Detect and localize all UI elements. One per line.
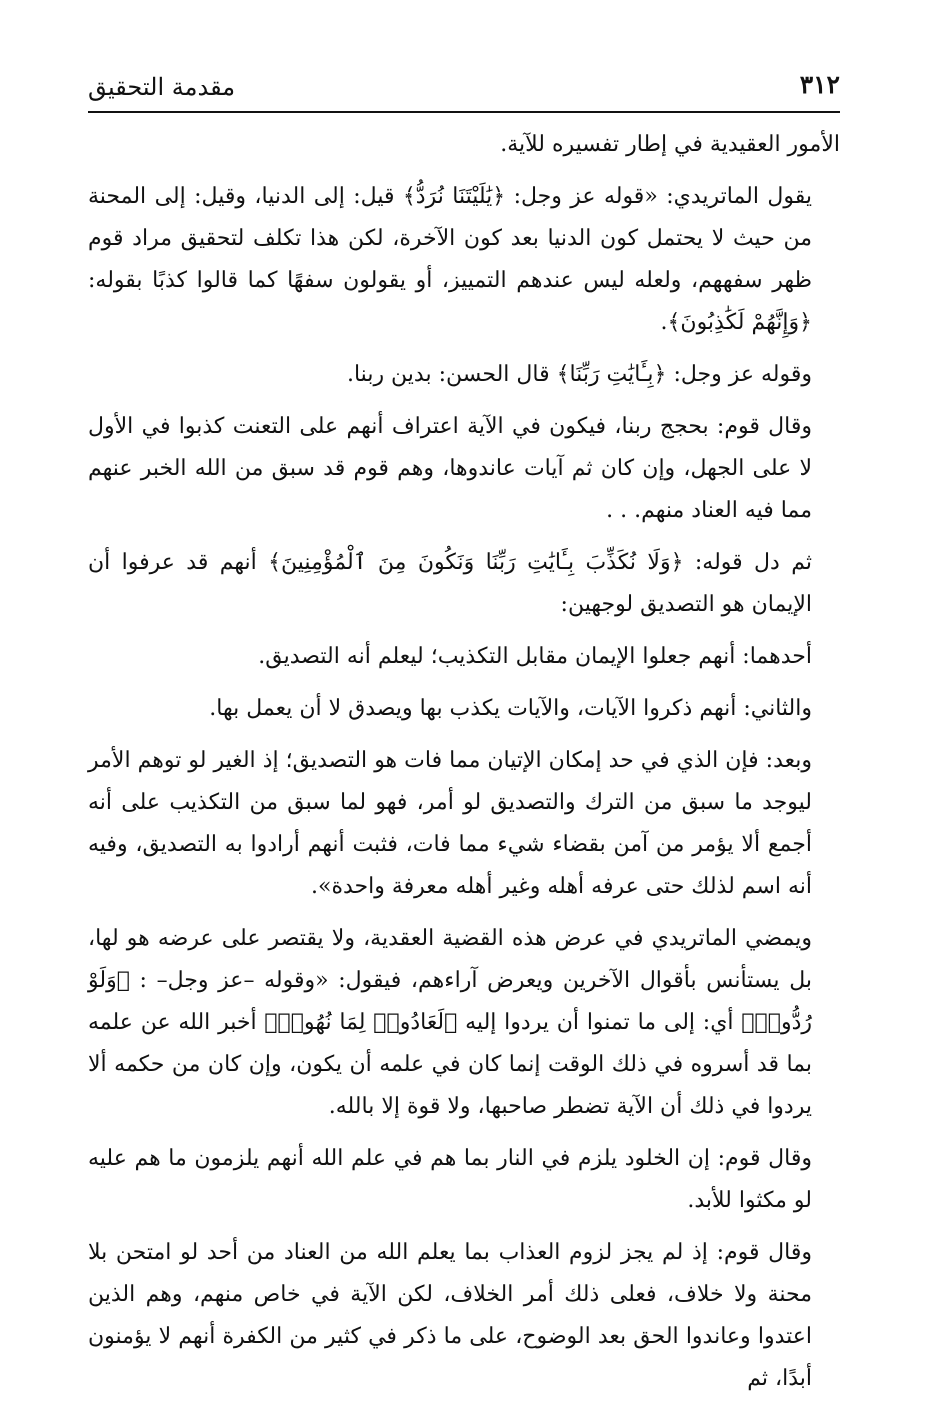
- running-title: مقدمة التحقيق: [88, 73, 236, 101]
- document-page: [88, 0, 840, 1391]
- page-body: [88, 124, 840, 1410]
- paragraph: يقول الماتريدي: «قوله عز وجل: ﴿يَٰلَيْتَنَا نُرَدُّ﴾ قيل: إلى الدنيا، وقيل: إلى المحنة من حيث لا يحتمل كون الدنيا بعد كون الآخرة، لكن هذا تكلف لتحقيق مراد قوم ظهر سفههم، ولعله ليس عندهم التمييز، أو يقولون سفهًا كما قالوا كذبًا بقوله: ﴿وَإِنَّهُمْ لَكَٰذِبُونَ﴾.: [88, 184, 812, 335]
- paragraph: والثاني: أنهم ذكروا الآيات، والآيات يكذب بها ويصدق لا أن يعمل بها.: [209, 696, 812, 721]
- header-rule: [88, 111, 840, 113]
- paragraph: وقال قوم: إذ لم يجز لزوم العذاب بما يعلم الله من العناد من أحد لو امتحن بلا محنة ولا خلاف، فعلى ذلك أمر الخلاف، لكن الآية في خاص منهم، وهم الذين اعتدوا وعاندوا الحق بعد الوضوح، على ما ذكر في كثير من الكفرة أنهم لا يؤمنون أبدًا، ثم: [88, 1240, 812, 1391]
- page-number: ٣١٢: [799, 70, 840, 99]
- paragraph: الأمور العقيدية في إطار تفسيره للآية.: [500, 132, 840, 157]
- paragraph: وقوله عز وجل: ﴿بِـَٔايَٰتِ رَبِّنَا﴾ قال الحسن: بدين ربنا.: [346, 362, 812, 387]
- paragraph: وقال قوم: بحجج ربنا، فيكون في الآية اعتراف أنهم على التعنت كذبوا في الأول لا على الجهل، وإن كان ثم آيات عاندوها، وهم قوم قد سبق من الله الخبر عنهم مما فيه العناد منهم. . .: [88, 414, 813, 523]
- paragraph: وبعد: فإن الذي في حد إمكان الإتيان مما فات هو التصديق؛ إذ الغير لو توهم الأمر ليوجد ما سبق من الترك والتصديق لو أمر، فهو لما سبق من التكذيب على أنه أجمع ألا يؤمر من آمن بقضاء شيء مما فات، فثبت أنهم أرادوا به التصديق، وفيه أنه اسم لذلك حتى عرفه أهله وغير أهله معرفة واحدة».: [88, 748, 812, 899]
- paragraph: وقال قوم: إن الخلود يلزم في النار بما هم في علم الله أنهم يلزمون ما هم عليه لو مكثوا للأبد.: [88, 1146, 812, 1213]
- page-header: [88, 64, 840, 112]
- paragraph: ويمضي الماتريدي في عرض هذه القضية العقدية، ولا يقتصر على عرضه هو لها، بل يستأنس بأقوال الآخرين ويعرض آراءهم، فيقول: «وقوله –عز وجل– : ﴿وَلَوْ رُدُّوا۟﴾ أي: إلى ما تمنوا أن يردوا إليه ﴿لَعَادُوا۟ لِمَا نُهُوا۟﴾ أخبر الله عن علمه بما قد أسروه في ذلك الوقت إنما كان في علمه أن يكون، وإن كان من حكمه ألا يردوا في ذلك أن الآية تضطر صاحبها، ولا قوة إلا بالله.: [88, 926, 812, 1119]
- paragraph: ثم دل قوله: ﴿وَلَا نُكَذِّبَ بِـَٔايَٰتِ رَبِّنَا وَنَكُونَ مِنَ ٱلْمُؤْمِنِينَ﴾ أنهم قد عرفوا أن الإيمان هو التصديق لوجهين:: [88, 550, 812, 617]
- paragraph: أحدهما: أنهم جعلوا الإيمان مقابل التكذيب؛ ليعلم أنه التصديق.: [258, 644, 812, 669]
